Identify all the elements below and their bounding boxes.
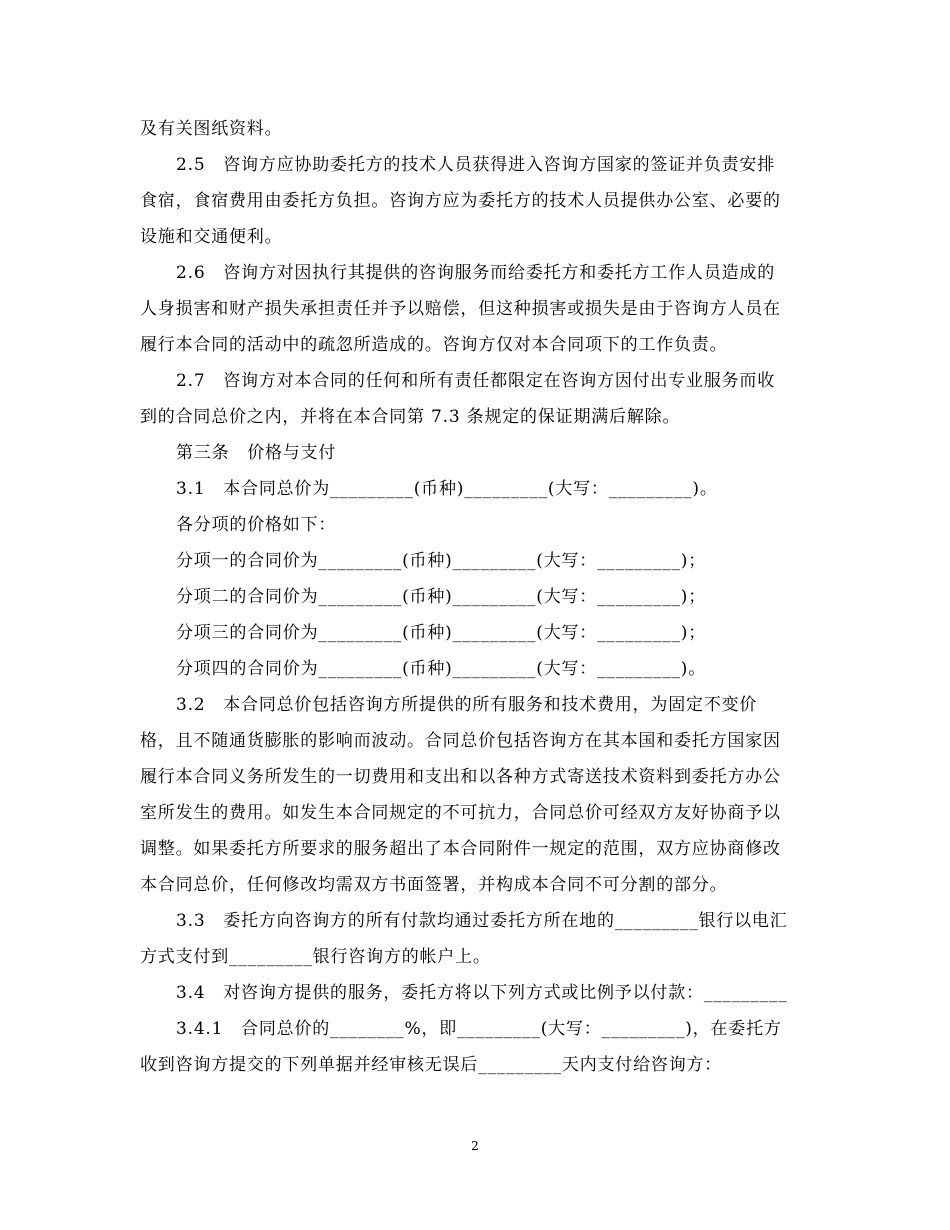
clause-3-4: 3.4 对咨询方提供的服务，委托方将以下列方式或比例予以付款：_________ <box>176 983 788 1003</box>
text-line: 方式支付到_________银行咨询方的帐户上。 <box>140 947 491 967</box>
text-line: 到的合同总价之内，并将在本合同第 7.3 条规定的保证期满后解除。 <box>140 407 681 427</box>
text-line: 收到咨询方提交的下列单据并经审核无误后_________天内支付给咨询方： <box>140 1055 723 1075</box>
text-line: 室所发生的费用。如发生本合同规定的不可抗力，合同总价可经双方友好协商予以 <box>140 803 781 823</box>
clause-3-1: 3.1 本合同总价为_________(币种)_________(大写：_________)。 <box>176 479 718 499</box>
text-line: 设施和交通便利。 <box>140 227 283 247</box>
text-line: 格，且不随通货膨胀的影响而波动。合同总价包括咨询方在其本国和委托方国家因 <box>140 731 781 751</box>
text-line: 各分项的价格如下： <box>176 515 337 535</box>
text-line: 履行本合同义务所发生的一切费用和支出和以各种方式寄送技术资料到委托方办公 <box>140 767 781 787</box>
text-line: 食宿，食宿费用由委托方负担。咨询方应为委托方的技术人员提供办公室、必要的 <box>140 191 781 211</box>
clause-2-6: 2.6 咨询方对因执行其提供的咨询服务而给委托方和委托方工作人员造成的 <box>176 263 776 283</box>
clause-2-5: 2.5 咨询方应协助委托方的技术人员获得进入咨询方国家的签证并负责安排 <box>176 155 776 175</box>
clause-3-4-1: 3.4.1 合同总价的________%，即_________(大写：_________)，在委托方 <box>176 1019 782 1039</box>
item-price-1: 分项一的合同价为_________(币种)_________(大写：_________)； <box>176 551 707 571</box>
text-line: 及有关图纸资料。 <box>140 119 283 139</box>
section-heading-3: 第三条 价格与支付 <box>176 443 337 463</box>
text-line: 调整。如果委托方所要求的服务超出了本合同附件一规定的范围，双方应协商修改 <box>140 839 781 859</box>
text-line: 人身损害和财产损失承担责任并予以赔偿，但这种损害或损失是由于咨询方人员在 <box>140 299 781 319</box>
item-price-4: 分项四的合同价为_________(币种)_________(大写：_________)。 <box>176 659 707 679</box>
text-line: 本合同总价，任何修改均需双方书面签署，并构成本合同不可分割的部分。 <box>140 875 728 895</box>
clause-3-3: 3.3 委托方向咨询方的所有付款均通过委托方所在地的_________银行以电汇 <box>176 911 788 931</box>
clause-2-7: 2.7 咨询方对本合同的任何和所有责任都限定在咨询方因付出专业服务而收 <box>176 371 776 391</box>
page-number: 2 <box>471 1139 479 1153</box>
item-price-2: 分项二的合同价为_________(币种)_________(大写：_________)； <box>176 587 707 607</box>
item-price-3: 分项三的合同价为_________(币种)_________(大写：_________)； <box>176 623 707 643</box>
text-line: 履行本合同的活动中的疏忽所造成的。咨询方仅对本合同项下的工作负责。 <box>140 335 728 355</box>
clause-3-2: 3.2 本合同总价包括咨询方所提供的所有服务和技术费用，为固定不变价 <box>176 695 758 715</box>
